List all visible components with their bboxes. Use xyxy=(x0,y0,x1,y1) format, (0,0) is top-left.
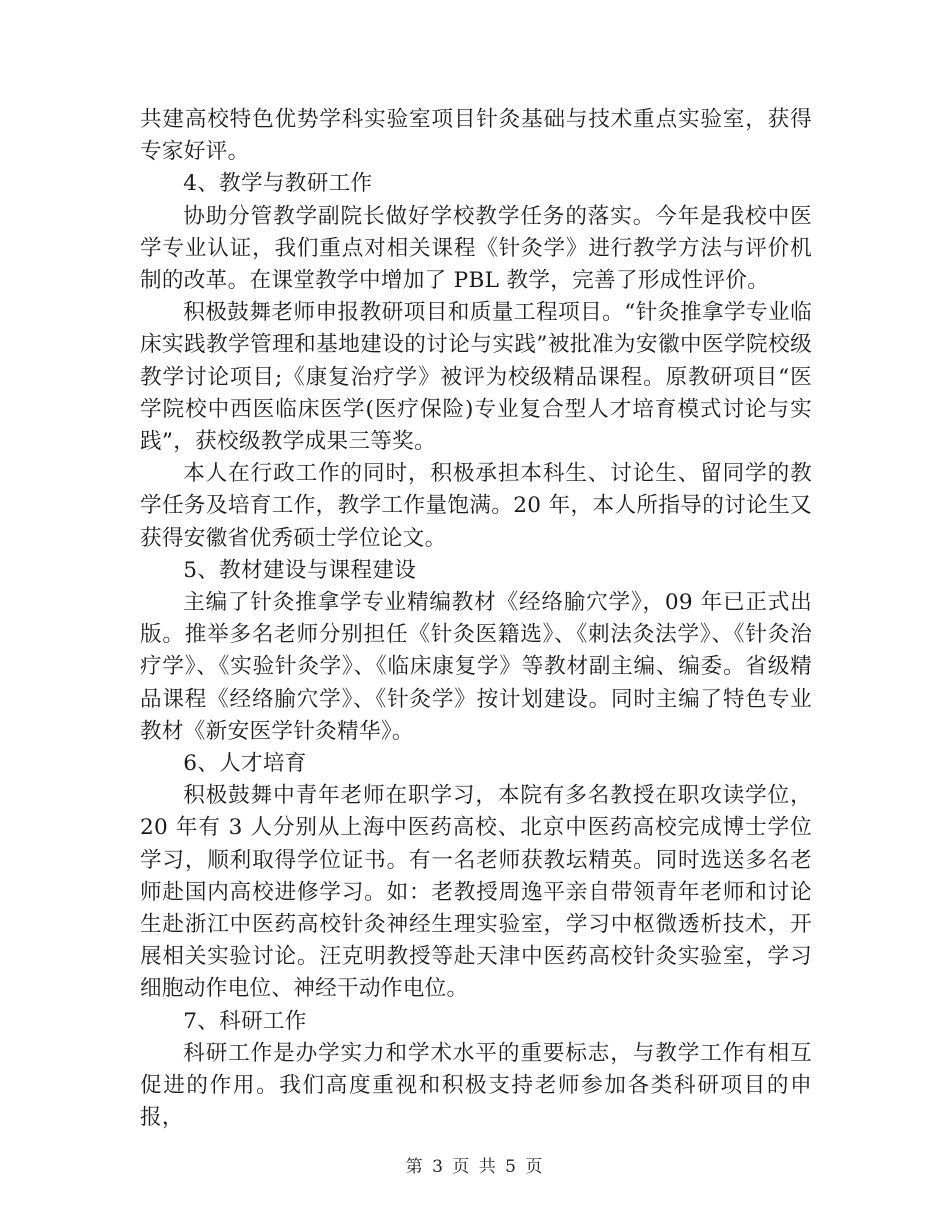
paragraph: 积极鼓舞老师申报教研项目和质量工程项目。“针灸推拿学专业临床实践教学管理和基地建设的讨论与实践”被批准为安徽中医学院校级教学讨论项目;《康复治疗学》被评为校级精品课程。原教研项目“医学院校中西医临床医学(医疗保险)专业复合型人才培育模式讨论与实践”，获校级教学成果三等奖。 xyxy=(140,300,812,455)
paragraph: 科研工作是办学实力和学术水平的重要标志，与教学工作有相互促进的作用。我们高度重视和积极支持老师参加各类科研项目的申报， xyxy=(140,1040,812,1131)
section-heading-research: 7、科研工作 xyxy=(183,1008,307,1034)
paragraph: 协助分管教学副院长做好学校教学任务的落实。今年是我校中医学专业认证，我们重点对相关课程《针灸学》进行教学方法与评价机制的改革。在课堂教学中增加了 PBL 教学，完善了形成性评价。 xyxy=(140,203,812,294)
paragraph: 积极鼓舞中青年老师在职学习，本院有多名教授在职攻读学位，20 年有 3 人分别从上海中医药高校、北京中医药高校完成博士学位学习，顺利取得学位证书。有一名老师获教坛精英。同时选送多名老师赴国内高校进修学习。如：老教授周逸平亲自带领青年老师和讨论生赴浙江中医药高校针灸神经生理实验室，学习中枢微透析技术，开展相关实验讨论。汪克明教授等赴天津中医药高校针灸实验室，学习细胞动作电位、神经干动作电位。 xyxy=(140,783,812,1002)
paragraph: 主编了针灸推拿学专业精编教材《经络腧穴学》，09 年已正式出版。推举多名老师分别担任《针灸医籍选》、《刺法灸法学》、《针灸治疗学》、《实验针灸学》、《临床康复学》等教材副主编、编委。省级精品课程《经络腧穴学》、《针灸学》按计划建设。同时主编了特色专业教材《新安医学针灸精华》。 xyxy=(140,590,812,744)
document-body xyxy=(140,104,812,1135)
page-number-footer: 第 3 页 共 5 页 xyxy=(405,1157,545,1177)
paragraph: 本人在行政工作的同时，积极承担本科生、讨论生、留同学的教学任务及培育工作，教学工作量饱满。20 年，本人所指导的讨论生又获得安徽省优秀硕士学位论文。 xyxy=(140,461,812,551)
paragraph-continuation: 共建高校特色优势学科实验室项目针灸基础与技术重点实验室，获得专家好评。 xyxy=(140,107,812,165)
section-heading-textbooks: 5、教材建设与课程建设 xyxy=(183,557,417,583)
section-heading-talent: 6、人才培育 xyxy=(183,751,307,777)
section-heading-teaching: 4、教学与教研工作 xyxy=(183,171,373,197)
